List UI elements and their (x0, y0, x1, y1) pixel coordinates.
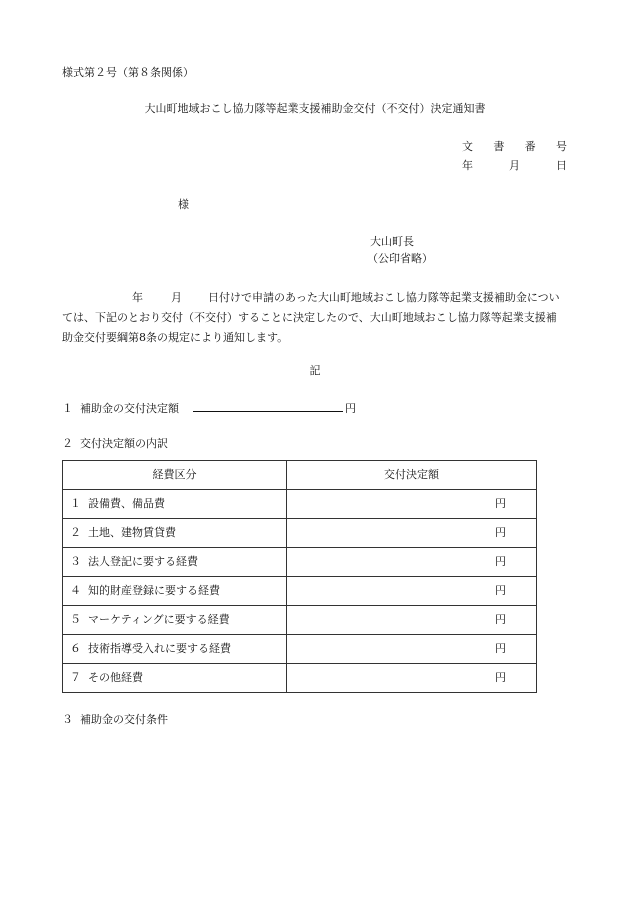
item-number: ３ (62, 713, 73, 726)
item-label: 交付決定額の内訳 (80, 437, 168, 450)
breakdown-table (62, 460, 537, 693)
row-label: 土地、建物賃貸費 (88, 526, 176, 540)
body-month: 月 (171, 291, 182, 304)
row-label: 設備費、備品費 (88, 497, 165, 511)
row-number: ２ (70, 526, 81, 540)
amount-blank-line (193, 399, 343, 412)
item-breakdown-heading (62, 435, 168, 453)
item-decision-amount (62, 399, 356, 418)
row-amount: 円 (287, 519, 537, 548)
form-number: 様式第２号（第８条関係） (62, 66, 194, 79)
row-number: ５ (70, 613, 81, 627)
item-label: 補助金の交付決定額 (80, 402, 179, 415)
header-decision-amount: 交付決定額 (287, 461, 537, 490)
row-amount: 円 (287, 548, 537, 577)
row-number: ４ (70, 584, 81, 598)
table-row (63, 664, 537, 693)
header-expense-category: 経費区分 (63, 461, 287, 490)
row-amount: 円 (287, 490, 537, 519)
row-amount: 円 (287, 664, 537, 693)
row-label: その他経費 (88, 671, 143, 685)
date-month: 月 (509, 159, 520, 172)
table-row (63, 548, 537, 577)
row-label: 技術指導受入れに要する経費 (88, 642, 231, 656)
seal-note: （公印省略） (367, 252, 433, 265)
row-amount: 円 (287, 606, 537, 635)
row-number: ６ (70, 642, 81, 656)
doc-number-char: 文 (462, 140, 473, 153)
item-number: １ (62, 402, 73, 415)
issuer-name: 大山町長 (370, 235, 414, 248)
row-number: １ (70, 497, 81, 511)
table-row (63, 635, 537, 664)
item-conditions-heading (62, 711, 168, 729)
table-row (63, 577, 537, 606)
body-text-1: 日付けで申請のあった大山町地域おこし協力隊等起業支援補助金について (62, 291, 560, 324)
date-line (462, 157, 567, 175)
row-number: ３ (70, 555, 81, 569)
row-label: 知的財産登録に要する経費 (88, 584, 220, 598)
item-number: ２ (62, 437, 73, 450)
date-year: 年 (462, 159, 473, 172)
item-label: 補助金の交付条件 (80, 713, 168, 726)
body-year: 年 (132, 291, 143, 304)
row-number: ７ (70, 671, 81, 685)
row-label: マーケティングに要する経費 (88, 613, 230, 627)
doc-number-char: 号 (555, 140, 567, 153)
ki-heading: 記 (309, 364, 321, 377)
table-row (63, 606, 537, 635)
doc-number-char: 書 (493, 140, 505, 153)
notice-body (62, 288, 567, 348)
body-text-2: は、下記のとおり交付（不交付）することに決定したので、大山町地域おこし協力隊等起業支援補助金交付要綱第8条の規定により通知します。 (62, 311, 557, 344)
table-row (63, 519, 537, 548)
addressee-suffix: 様 (178, 198, 189, 211)
amount-unit: 円 (345, 402, 356, 415)
table-header-row (63, 461, 537, 490)
doc-number-char: 番 (524, 140, 536, 153)
table-row (63, 490, 537, 519)
row-amount: 円 (287, 577, 537, 606)
row-label: 法人登記に要する経費 (88, 555, 198, 569)
document-number-label (462, 138, 567, 156)
date-day: 日 (556, 159, 567, 172)
document-title: 大山町地域おこし協力隊等起業支援補助金交付（不交付）決定通知書 (144, 102, 486, 115)
row-amount: 円 (287, 635, 537, 664)
